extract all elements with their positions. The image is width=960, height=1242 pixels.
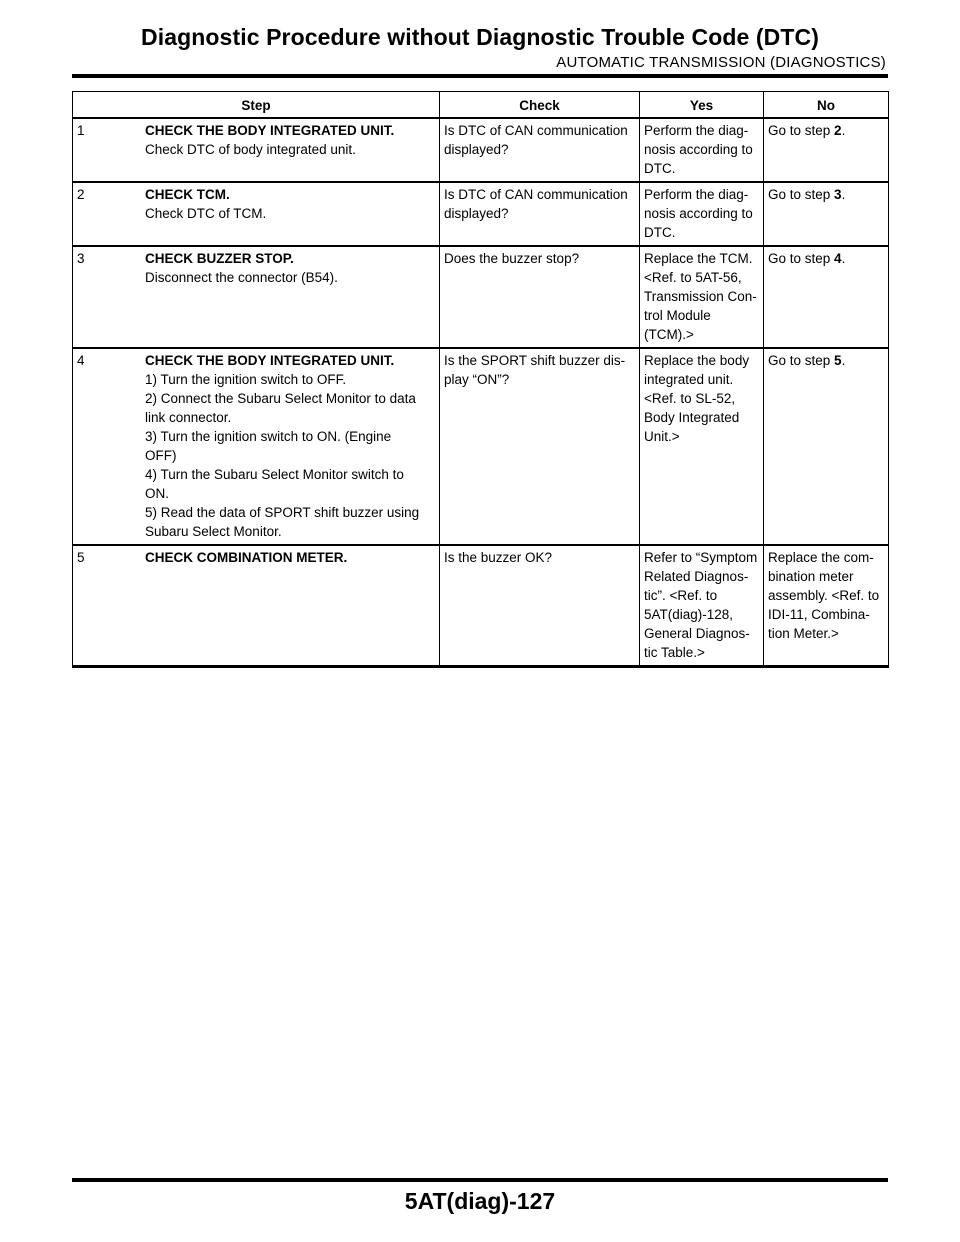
no-text-suffix: . [841, 353, 846, 368]
yes-text-line: <Ref. to 5AT-56, [644, 270, 742, 285]
check-text-line: Does the buzzer stop? [444, 251, 580, 266]
step-instruction-line: link connector. [145, 410, 232, 425]
step-cell [73, 545, 440, 667]
check-text-line: play “ON”? [444, 372, 510, 387]
yes-cell [640, 246, 764, 348]
column-header-no: No [764, 92, 889, 119]
step-number: 1 [77, 123, 85, 138]
yes-cell [640, 182, 764, 246]
step-title: CHECK COMBINATION METER. [145, 550, 348, 565]
step-instruction-line: ON. [145, 486, 170, 501]
step-instruction-line: 4) Turn the Subaru Select Monitor switch to [145, 467, 404, 482]
step-instruction-line: OFF) [145, 448, 177, 463]
step-instruction-line: 5) Read the data of SPORT shift buzzer using [145, 505, 420, 520]
no-cell [764, 118, 889, 182]
yes-text-line: Transmission Con- [644, 289, 757, 304]
check-text-line: Is the SPORT shift buzzer dis- [444, 353, 626, 368]
check-text-line: Is DTC of CAN communication [444, 123, 628, 138]
go-to-step-number: 4 [834, 251, 842, 266]
step-instruction-line: 3) Turn the ignition switch to ON. (Engine [145, 429, 392, 444]
yes-text-line: Related Diagnos- [644, 569, 749, 584]
yes-text-line: Perform the diag- [644, 187, 749, 202]
step-description [145, 351, 435, 541]
step-number: 4 [77, 353, 85, 368]
no-cell [764, 348, 889, 545]
step-instruction-line: 1) Turn the ignition switch to OFF. [145, 372, 347, 387]
header-rule [72, 74, 888, 78]
footer-rule [72, 1178, 888, 1182]
step-title: CHECK TCM. [145, 187, 230, 202]
no-cell [764, 246, 889, 348]
yes-text-line: Refer to “Symptom [644, 550, 758, 565]
check-cell [440, 246, 640, 348]
yes-cell [640, 348, 764, 545]
table-row [73, 118, 889, 182]
go-to-step-number: 5 [834, 353, 842, 368]
table-header-row [73, 92, 889, 119]
no-text-prefix: Go to step [768, 123, 835, 138]
no-text-line: tion Meter.> [768, 626, 839, 641]
section-title: AUTOMATIC TRANSMISSION (DIAGNOSTICS) [556, 54, 886, 71]
yes-cell [640, 118, 764, 182]
yes-text-line: 5AT(diag)-128, [644, 607, 734, 622]
no-cell [764, 545, 889, 667]
step-description [145, 121, 435, 159]
step-instruction-line: Disconnect the connector (B54). [145, 270, 338, 285]
check-cell [440, 118, 640, 182]
yes-text-line: Body Integrated [644, 410, 740, 425]
table-row [73, 182, 889, 246]
yes-text-line: Perform the diag- [644, 123, 749, 138]
yes-text-line: Unit.> [644, 429, 680, 444]
step-title: CHECK BUZZER STOP. [145, 251, 294, 266]
yes-text-line: nosis according to [644, 142, 753, 157]
no-cell [764, 182, 889, 246]
yes-text-line: DTC. [644, 161, 676, 176]
column-header-step: Step [73, 92, 440, 119]
step-cell [73, 246, 440, 348]
yes-cell [640, 545, 764, 667]
check-text-line: Is the buzzer OK? [444, 550, 553, 565]
step-title: CHECK THE BODY INTEGRATED UNIT. [145, 353, 395, 368]
step-description [145, 548, 435, 567]
step-cell [73, 182, 440, 246]
no-text-line: IDI-11, Combina- [768, 607, 870, 622]
step-instruction-line: Check DTC of body integrated unit. [145, 142, 356, 157]
diagnostic-table [72, 91, 889, 668]
yes-text-line: General Diagnos- [644, 626, 750, 641]
step-number: 5 [77, 550, 85, 565]
yes-text-line: <Ref. to SL-52, [644, 391, 736, 406]
table-row [73, 348, 889, 545]
check-cell [440, 348, 640, 545]
step-cell [73, 118, 440, 182]
check-text-line: displayed? [444, 206, 509, 221]
check-cell [440, 182, 640, 246]
page-number: 5AT(diag)-127 [404, 1188, 556, 1214]
yes-text-line: Replace the body [644, 353, 750, 368]
go-to-step-number: 2 [834, 123, 842, 138]
no-text-prefix: Go to step [768, 251, 835, 266]
step-description [145, 185, 435, 223]
yes-text-line: trol Module [644, 308, 711, 323]
table-row [73, 246, 889, 348]
no-text-line: assembly. <Ref. to [768, 588, 880, 603]
yes-text-line: DTC. [644, 225, 676, 240]
column-header-yes: Yes [640, 92, 764, 119]
check-cell [440, 545, 640, 667]
step-instruction-line: Check DTC of TCM. [145, 206, 267, 221]
no-text-prefix: Go to step [768, 353, 835, 368]
no-text-suffix: . [841, 187, 846, 202]
no-text-prefix: Go to step [768, 187, 835, 202]
yes-text-line: tic Table.> [644, 645, 705, 660]
check-text-line: Is DTC of CAN communication [444, 187, 628, 202]
table-row [73, 545, 889, 667]
yes-text-line: (TCM).> [644, 327, 694, 342]
no-text-suffix: . [841, 251, 846, 266]
step-title: CHECK THE BODY INTEGRATED UNIT. [145, 123, 395, 138]
column-header-check: Check [440, 92, 640, 119]
step-instruction-line: Subaru Select Monitor. [145, 524, 282, 539]
no-text-line: bination meter [768, 569, 854, 584]
page-title: Diagnostic Procedure without Diagnostic Trouble Code (DTC) [141, 24, 819, 50]
yes-text-line: nosis according to [644, 206, 753, 221]
step-number: 2 [77, 187, 85, 202]
yes-text-line: Replace the TCM. [644, 251, 753, 266]
step-description [145, 249, 435, 287]
no-text-suffix: . [841, 123, 846, 138]
no-text-line: Replace the com- [768, 550, 874, 565]
step-instruction-line: 2) Connect the Subaru Select Monitor to data [145, 391, 416, 406]
go-to-step-number: 3 [834, 187, 842, 202]
step-number: 3 [77, 251, 85, 266]
check-text-line: displayed? [444, 142, 509, 157]
yes-text-line: tic”. <Ref. to [644, 588, 718, 603]
step-cell [73, 348, 440, 545]
yes-text-line: integrated unit. [644, 372, 734, 387]
